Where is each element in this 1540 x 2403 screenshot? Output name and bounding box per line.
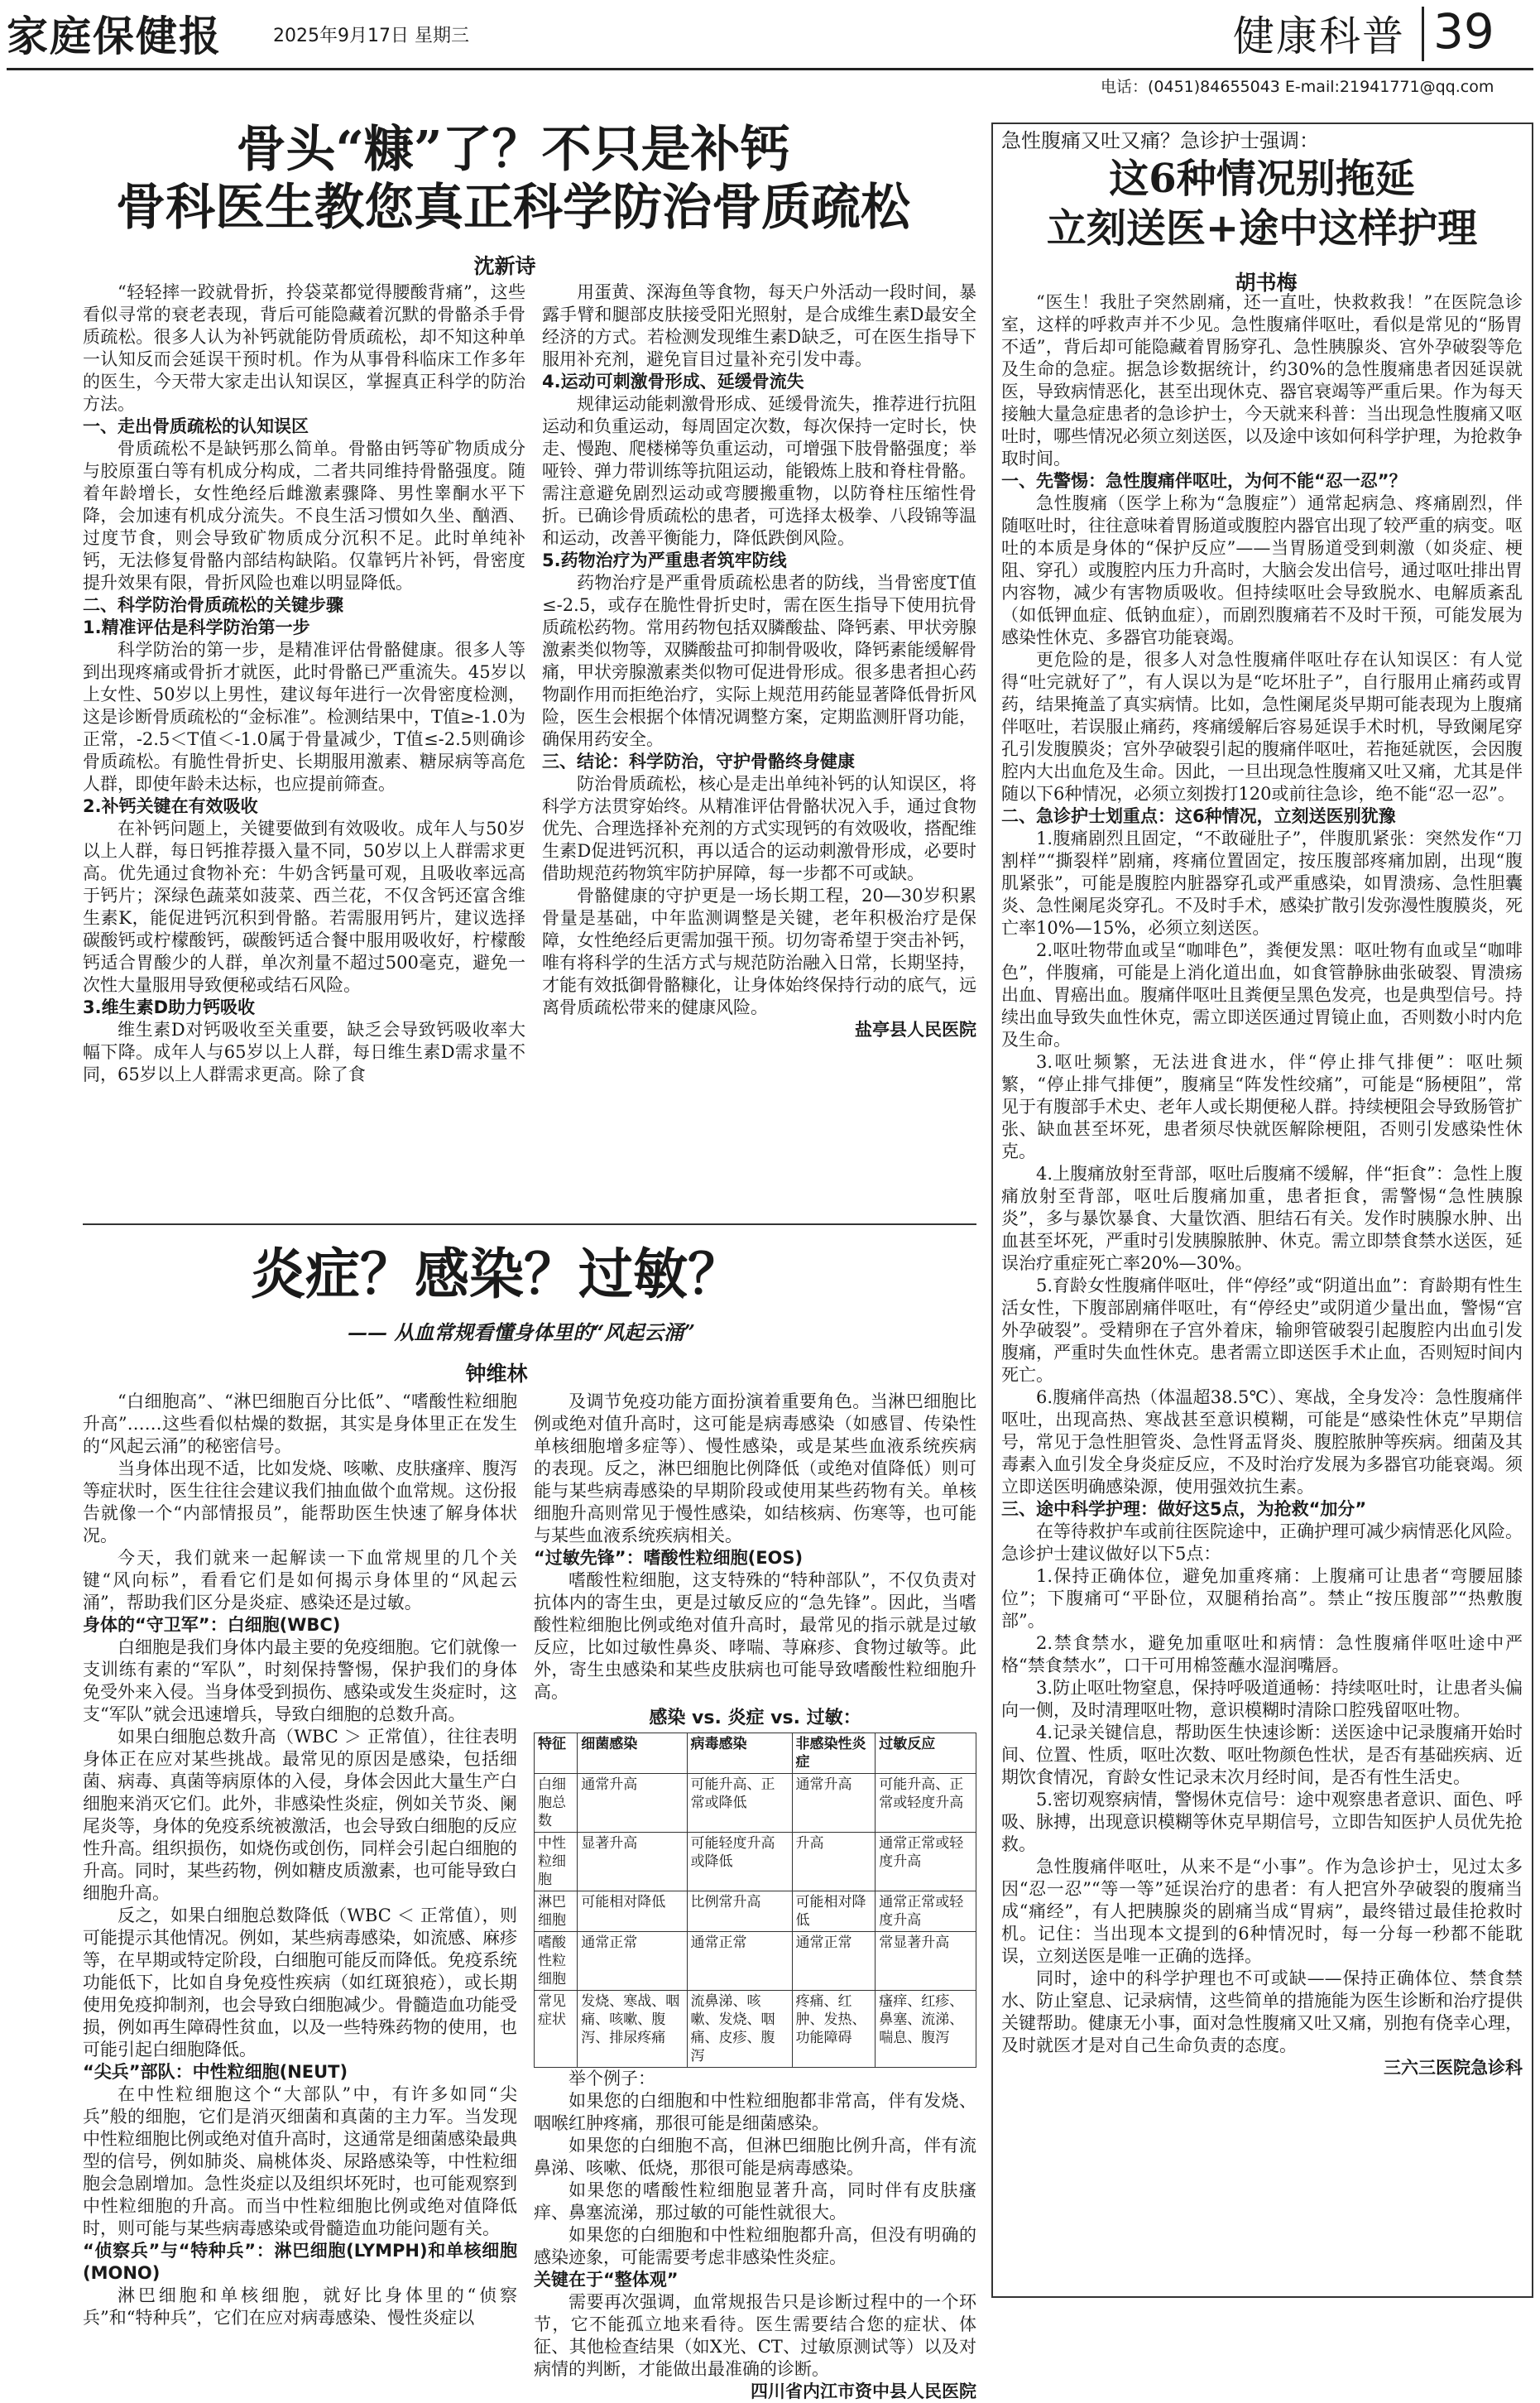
- contact-info: 电话：(0451)84655043 E-mail:21941771@qq.com: [1101, 78, 1494, 96]
- article3-author: 胡书梅: [1235, 271, 1298, 295]
- section-heading: 一、先警惕：急性腹痛伴呕吐，为何不能“忍一忍”？: [1001, 471, 1407, 491]
- paragraph: 维生素D对钙吸收至关重要，缺乏会导致钙吸收率大幅下降。成年人与65岁以上人群，每日维生素D需求量不同，65岁以上人群需求更高。除了食: [83, 1020, 525, 1084]
- article3-body: [1001, 291, 1523, 2295]
- paragraph: 白细胞是我们身体内最主要的免疫细胞。它们就像一支训练有素的“军队”，时刻保持警惕，保护我们的身体免受外来入侵。当身体受到损伤、感染或发生炎症时，这支“军队”就会迅速增兵，导致白细胞的总数升高。: [83, 1637, 517, 1724]
- table-cell: 嗜酸性粒细胞: [535, 1932, 578, 1991]
- section-heading: 1.精准评估是科学防治第一步: [83, 618, 310, 637]
- table-cell: 可能相对降低: [578, 1891, 687, 1932]
- paragraph: 需要再次强调，血常规报告只是诊断过程中的一个环节，它不能孤立地来看待。医生需要结合您的症状、体征、其他检查结果（如X光、CT、过敏原测试等）以及对病情的判断，才能做出最准确的诊断。: [534, 2292, 976, 2379]
- byline-institution: 盐亭县人民医院: [855, 1020, 976, 1040]
- table-row: [535, 1932, 976, 1991]
- paragraph: 及调节免疫功能方面扮演着重要角色。当淋巴细胞比例或绝对值升高时，这可能是病毒感染（如感冒、传染性单核细胞增多症等）、慢性感染，或是某些血液系统疾病的表现。反之，淋巴细胞比例降低（或绝对值降低）则可能与某些病毒感染的早期阶段或使用某些药物有关。单核细胞升高则常见于慢性感染，如结核病、伤寒等，也可能与某些血液系统疾病相关。: [534, 1391, 976, 1545]
- table-cell: 可能升高、正常或降低: [687, 1774, 792, 1833]
- section-heading: 3.维生素D助力钙吸收: [83, 997, 256, 1017]
- paragraph: “白细胞高”、“淋巴细胞百分比低”、“嗜酸性粒细胞升高”……这些看似枯燥的数据，其实是身体里正在发生的“风起云涌”的秘密信号。: [83, 1391, 517, 1456]
- section-heading: 三、结论：科学防治，守护骨骼终身健康: [542, 752, 855, 771]
- paragraph: 如果您的嗜酸性粒细胞显著升高，同时伴有皮肤瘙痒、鼻塞流涕，那过敏的可能性就很大。: [534, 2180, 976, 2223]
- paragraph: 骨骼健康的守护更是一场长期工程，20—30岁积累骨量是基础，中年监测调整是关键，老年积极治疗是保障，女性绝经后更需加强干预。切勿寄希望于突击补钙，唯有将科学的生活方式与规范防治融入日常，长期坚持，才能有效抵御骨骼糠化，让身体始终保持行动的底气，远离骨质疏松带来的健康风险。: [542, 886, 976, 1017]
- section-heading: 三、途中科学护理：做好这5点，为抢救“加分”: [1001, 1499, 1367, 1519]
- paragraph: 同时，途中的科学护理也不可或缺——保持正确体位、禁食禁水、防止窒息、记录病情，这些简单的措施能为医生诊断和治疗提供关键帮助。健康无小事，面对急性腹痛又吐又痛，别抱有侥幸心理，及时就医才是对自己生命负责的态度。: [1001, 1968, 1523, 2055]
- section-heading: “过敏先锋”：嗜酸性粒细胞(EOS): [534, 1548, 804, 1568]
- paragraph: 科学防治的第一步，是精准评估骨骼健康。很多人等到出现疼痛或骨折才就医，此时骨骼已严重流失。45岁以上女性、50岁以上男性，建议每年进行一次骨密度检测，这是诊断骨质疏松的“金标准”。检测结果中，T值≥-1.0为正常，-2.5＜T值＜-1.0属于骨量减少，T值≤-2.5则确诊骨质疏松。有脆性骨折史、长期服用激素、糖尿病等高危人群，即使年龄未达标，也应提前筛查。: [83, 640, 525, 794]
- paragraph: 反之，如果白细胞总数降低（WBC ＜ 正常值），则可能提示其他情况。例如，某些病毒感染，如流感、麻疹等，在早期或特定阶段，白细胞可能反而降低。免疫系统功能低下，比如自身免疫性疾病（如红斑狼疮），或长期使用免疫抑制剂，也会导致白细胞减少。骨髓造血功能受损，例如再生障碍性贫血，以及一些特殊药物的使用，也可能引起白细胞降低。: [83, 1906, 517, 2059]
- paragraph: 如果白细胞总数升高（WBC ＞ 正常值），往往表明身体正在应对某些挑战。最常见的原因是感染，包括细菌、病毒、真菌等病原体的入侵，身体会因此大量生产白细胞来消灭它们。此外，非感染性炎症，例如关节炎、阑尾炎等，身体的免疫系统被激活，也会导致白细胞的反应性升高。组织损伤，如烧伤或创伤，同样会引起白细胞的升高。同时，某些药物，例如糖皮质激素，也可能导致白细胞升高。: [83, 1727, 517, 1903]
- article2-column-2-top: [534, 1391, 976, 1704]
- paragraph: 骨质疏松不是缺钙那么简单。骨骼由钙等矿物质成分与胶原蛋白等有机成分构成，二者共同维持骨骼强度。随着年龄增长，女性绝经后雌激素骤降、男性睾酮水平下降，会加速有机成分流失。不良生活习惯如久坐、酗酒、过度节食，则会导致矿物质成分沉积不足。此时单纯补钙，无法修复骨骼内部结构缺陷。仅靠钙片补钙，骨密度提升效果有限，骨折风险也难以明显降低。: [83, 439, 525, 593]
- table-cell: 白细胞总数: [535, 1774, 578, 1833]
- article3-title-line1: 这6种情况别拖延: [1109, 156, 1415, 202]
- paragraph: 1.腹痛剧烈且固定，“不敢碰肚子”，伴腹肌紧张：突然发作“刀割样”“撕裂样”剧痛，疼痛位置固定，按压腹部疼痛加剧，出现“腹肌紧张”，可能是腹腔内脏器穿孔或严重感染，如胃溃疡、急性胆囊炎、急性阑尾炎穿孔。不及时手术，感染扩散引发弥漫性腹膜炎，死亡率10%—15%，必须立刻送医。: [1001, 829, 1523, 938]
- article-divider: [83, 1223, 976, 1225]
- table-cell: 可能轻度升高或降低: [687, 1833, 792, 1891]
- section-heading: 4.运动可刺激骨形成、延缓骨流失: [542, 372, 804, 392]
- article1-title-line1: 骨头“糠”了？不只是补钙: [236, 121, 790, 179]
- section-heading: 二、急诊护士划重点：这6种情况，立刻送医别犹豫: [1001, 806, 1396, 826]
- paragraph: 6.腹痛伴高热（体温超38.5℃）、寒战，全身发冷：急性腹痛伴呕吐，出现高热、寒战甚至意识模糊，可能是“感染性休克”早期信号，常见于急性胆管炎、急性肾盂肾炎、腹腔脓肿等疾病。细菌及其毒素入血引发全身炎症反应，不及时治疗发展为多器官功能衰竭。须立即送医明确感染源，使用强效抗生素。: [1001, 1387, 1523, 1497]
- article3-kicker: 急性腹痛又吐又痛？急诊护士强调：: [1001, 129, 1319, 152]
- paragraph: 今天，我们就来一起解读一下血常规里的几个关键“风向标”，看看它们是如何揭示身体里的“风起云涌”，帮助我们区分是炎症、感染还是过敏。: [83, 1548, 517, 1612]
- paragraph: 2.禁食禁水，避免加重呕吐和病情：急性腹痛伴呕吐途中严格“禁食禁水”，口干可用棉签蘸水湿润嘴唇。: [1001, 1633, 1523, 1675]
- paragraph: 如果您的白细胞和中性粒细胞都非常高，伴有发烧、咽喉红肿疼痛，那很可能是细菌感染。: [534, 2091, 976, 2133]
- paragraph: 当身体出现不适，比如发烧、咳嗽、皮肤瘙痒、腹泻等症状时，医生往往会建议我们抽血做个血常规。这份报告就像一个“内部情报员”，能帮助医生快速了解身体状况。: [83, 1459, 517, 1545]
- paragraph: 3.防止呕吐物窒息，保持呼吸道通畅：持续呕吐时，让患者头偏向一侧，及时清理呕吐物，意识模糊时清除口腔残留呕吐物。: [1001, 1678, 1523, 1720]
- table-cell: 常显著升高: [876, 1932, 976, 1991]
- byline-institution: 三六三医院急诊科: [1384, 2058, 1523, 2078]
- table-cell: 中性粒细胞: [535, 1833, 578, 1891]
- table-header-cell: 细菌感染: [578, 1733, 687, 1774]
- article2-column-2-bottom: [534, 2068, 976, 2403]
- paragraph: 在补钙问题上，关键要做到有效吸收。成年人与50岁以上人群，每日钙推荐摄入量不同，50岁以上人群需求更高。优先通过食物补充：牛奶含钙量可观，且吸收率远高于钙片；深绿色蔬菜如菠菜、西兰花，不仅含钙还富含维生素K，能促进钙沉积到骨骼。若需服用钙片，建议选择碳酸钙或柠檬酸钙，碳酸钙适合餐中服用吸收好，柠檬酸钙适合胃酸少的人群，单次剂量不超过500毫克，避免一次性大量服用导致便秘或结石风险。: [83, 819, 525, 995]
- byline-institution: 四川省内江市资中县人民医院: [751, 2381, 976, 2401]
- section-heading: 一、走出骨质疏松的认知误区: [83, 416, 309, 436]
- section-heading: 身体的“守卫军”：白细胞(WBC): [83, 1615, 341, 1635]
- header-divider: [1422, 7, 1424, 61]
- article2-column-2: [534, 1391, 976, 2401]
- table-cell: 淋巴细胞: [535, 1891, 578, 1932]
- paragraph: 规律运动能刺激骨形成、延缓骨流失，推荐进行抗阻运动和负重运动，每周固定次数，每次保持一定时长，快走、慢跑、爬楼梯等负重运动，可增强下肢骨骼强度；举哑铃、弹力带训练等抗阻运动，能锻炼上肢和脊柱骨骼。需注意避免剧烈运动或弯腰搬重物，以防脊柱压缩性骨折。已确诊骨质疏松的患者，可选择太极拳、八段锦等温和运动，改善平衡能力，降低跌倒风险。: [542, 394, 976, 548]
- table-row: [535, 1774, 976, 1833]
- paragraph: 举个例子：: [569, 2069, 655, 2088]
- table-cell: 显著升高: [578, 1833, 687, 1891]
- paragraph: 5.密切观察病情，警惕休克信号：途中观察患者意识、面色、呼吸、脉搏，出现意识模糊等休克早期信号，立即告知医护人员优先抢救。: [1001, 1790, 1523, 1854]
- article2-title: 炎症？感染？过敏？: [251, 1242, 742, 1306]
- paragraph: 急性腹痛伴呕吐，从来不是“小事”。作为急诊护士，见过太多因“忍一忍”“等一等”延误治疗的患者：有人把宫外孕破裂的腹痛当成“痛经”，有人把胰腺炎的剧痛当成“胃病”，最终错过最佳抢救时机。记住：当出现本文提到的6种情况时，每一分每一秒都不能耽误，立刻送医是唯一正确的选择。: [1001, 1857, 1523, 1966]
- paragraph: 淋巴细胞和单核细胞，就好比身体里的“侦察兵”和“特种兵”，它们在应对病毒感染、慢性炎症以: [83, 2285, 517, 2328]
- paragraph: 在等待救护车或前往医院途中，正确护理可减少病情恶化风险。急诊护士建议做好以下5点：: [1001, 1521, 1523, 1564]
- article1-author: 沈新诗: [473, 254, 536, 278]
- paragraph: 如果您的白细胞不高，但淋巴细胞比例升高，伴有流鼻涕、咳嗽、低烧，那很可能是病毒感染。: [534, 2136, 976, 2178]
- table-cell: 比例常升高: [687, 1891, 792, 1932]
- article1-title-line2: 骨科医生教您真正科学防治骨质疏松: [116, 179, 910, 237]
- paragraph: 防治骨质疏松，核心是走出单纯补钙的认知误区，将科学方法贯穿始终。从精准评估骨骼状况入手，通过食物优先、合理选择补充剂的方式实现钙的有效吸收，搭配维生素D促进钙沉积，再以适合的运动刺激骨形成，必要时借助规范药物筑牢防护屏障，每一步都不可或缺。: [542, 774, 976, 883]
- section-heading: 二、科学防治骨质疏松的关键步骤: [83, 595, 343, 615]
- table-cell: 通常正常: [687, 1932, 792, 1991]
- paragraph: “医生！我肚子突然剧痛，还一直吐，快救救我！”在医院急诊室，这样的呼救声并不少见。急性腹痛伴呕吐，看似是常见的“肠胃不适”，背后却可能隐藏着胃肠穿孔、急性胰腺炎、宫外孕破裂等危及生命的急症。据急诊数据统计，约30%的急性腹痛患者因延误就医，导致病情恶化，甚至出现休克、器官衰竭等严重后果。作为每天接触大量急症患者的急诊护士，今天就来科普：当出现急性腹痛又呕吐时，哪些情况必须立刻送医，以及途中该如何科学护理，为抢救争取时间。: [1001, 292, 1523, 469]
- table-cell: 通常正常: [792, 1932, 876, 1991]
- section-heading: 关键在于“整体观”: [534, 2270, 679, 2290]
- comparison-table-title: 感染 vs. 炎症 vs. 过敏：: [649, 1708, 861, 1728]
- paragraph: 1.保持正确体位，避免加重疼痛：上腹痛可让患者“弯腰屈膝位”；下腹痛可“平卧位，双腿稍抬高”。禁止“按压腹部”“热敷腹部”。: [1001, 1566, 1523, 1631]
- article3-title-line2: 立刻送医+途中这样护理: [1046, 205, 1478, 252]
- header-rule: [7, 68, 1533, 70]
- page-number: 39: [1433, 3, 1494, 60]
- paragraph: 更危险的是，很多人对急性腹痛伴呕吐存在认知误区：有人觉得“吐完就好了”，有人误以为是“吃坏肚子”，自行服用止痛药或胃药，结果掩盖了真实病情。比如，急性阑尾炎早期可能表现为上腹痛伴呕吐，若误服止痛药，疼痛缓解后容易延误手术时机，导致阑尾穿孔引发腹膜炎；宫外孕破裂引起的腹痛伴呕吐，若拖延就医，会因腹腔内大出血危及生命。因此，一旦出现急性腹痛又吐又痛，尤其是伴随以下6种情况，必须立刻拨打120或前往急诊，绝不能“忍一忍”。: [1001, 650, 1523, 804]
- table-cell: 瘙痒、红疹、鼻塞、流涕、喘息、腹泻: [876, 1991, 976, 2068]
- paragraph: 在中性粒细胞这个“大部队”中，有许多如同“尖兵”般的细胞，它们是消灭细菌和真菌的主力军。当发现中性粒细胞比例或绝对值升高时，这通常是细菌感染最典型的信号，例如肺炎、扁桃体炎、尿路感染等，中性粒细胞会急剧增加。急性炎症以及组织坏死时，也可能观察到中性粒细胞的升高。而当中性粒细胞比例或绝对值降低时，则可能与某些病毒感染或骨髓造血功能问题有关。: [83, 2084, 517, 2238]
- table-header-cell: 特征: [535, 1733, 578, 1774]
- article2-subtitle: —— 从血常规看懂身体里的“风起云涌”: [348, 1320, 695, 1344]
- table-row: [535, 1891, 976, 1932]
- table-row: [535, 1833, 976, 1891]
- section-heading: “尖兵”部队：中性粒细胞(NEUT): [83, 2062, 348, 2082]
- paragraph: 4.记录关键信息，帮助医生快速诊断：送医途中记录腹痛开始时间、位置、性质，呕吐次数、呕吐物颜色性状，是否有基础疾病、近期饮食情况，育龄女性记录末次月经时间，是否有性生活史。: [1001, 1723, 1523, 1787]
- section-heading: 2.补钙关键在有效吸收: [83, 796, 258, 816]
- section-heading: 5.药物治疗为严重患者筑牢防线: [542, 550, 787, 570]
- paragraph: 药物治疗是严重骨质疏松患者的防线，当骨密度T值≤-2.5，或存在脆性骨折史时，需在医生指导下使用抗骨质疏松药物。常用药物包括双膦酸盐、降钙素、甲状旁腺激素类似物等，双膦酸盐可抑制骨吸收，降钙素能缓解骨痛，甲状旁腺激素类似物可促进骨形成。很多患者担心药物副作用而拒绝治疗，实际上规范用药能显著降低骨折风险，医生会根据个体情况调整方案，定期监测肝肾功能，确保用药安全。: [542, 573, 976, 749]
- article2-column-1: [83, 1391, 517, 2328]
- table-cell: 通常正常: [578, 1932, 687, 1991]
- table-cell: 升高: [792, 1833, 876, 1891]
- table-cell: 可能升高、正常或轻度升高: [876, 1774, 976, 1833]
- article1-column-2: [542, 281, 976, 1217]
- table-header-cell: 非感染性炎症: [792, 1733, 876, 1774]
- comparison-table: [534, 1733, 976, 2068]
- table-header-cell: 病毒感染: [687, 1733, 792, 1774]
- table-cell: 常见症状: [535, 1991, 578, 2068]
- paragraph: 4.上腹痛放射至背部，呕吐后腹痛不缓解，伴“拒食”：急性上腹痛放射至背部，呕吐后腹痛加重，患者拒食，需警惕“急性胰腺炎”，多与暴饮暴食、大量饮酒、胆结石有关。发作时胰腺水肿、出血甚至坏死，严重时引发胰腺脓肿、休克。需立即禁食禁水送医，延误治疗重症死亡率20%—30%。: [1001, 1164, 1523, 1273]
- paragraph: 急性腹痛（医学上称为“急腹症”）通常起病急、疼痛剧烈，伴随呕吐时，往往意味着胃肠道或腹腔内器官出现了较严重的病变。呕吐的本质是身体的“保护反应”——当胃肠道受到刺激（如炎症、梗阻、穿孔）或腹腔内压力升高时，大脑会发出信号，通过呕吐排出胃内容物，减少有害物质吸收。但持续呕吐会导致脱水、电解质紊乱（如低钾血症、低钠血症），而剧烈腹痛若不及时干预，可能发展为感染性休克、多器官功能衰竭。: [1001, 493, 1523, 647]
- paragraph: 3.呕吐频繁，无法进食进水，伴“停止排气排便”：呕吐频繁，“停止排气排便”，腹痛呈“阵发性绞痛”，可能是“肠梗阻”，常见于有腹部手术史、老年人或长期便秘人群。持续梗阻会导致肠管扩张、缺血甚至坏死，患者须尽快就医解除梗阻，否则引发感染性休克。: [1001, 1052, 1523, 1161]
- table-cell: 通常升高: [792, 1774, 876, 1833]
- table-cell: 发烧、寒战、咽痛、咳嗽、腹泻、排尿疼痛: [578, 1991, 687, 2068]
- table-header-cell: 过敏反应: [876, 1733, 976, 1774]
- article2-author: 钟维林: [465, 1362, 528, 1386]
- section-title: 健康科普: [1233, 12, 1405, 60]
- table-cell: 通常正常或轻度升高: [876, 1891, 976, 1932]
- newspaper-name: 家庭保健报: [7, 12, 222, 60]
- paragraph: 5.育龄女性腹痛伴呕吐，伴“停经”或“阴道出血”：育龄期有性生活女性，下腹部剧痛伴呕吐，有“停经史”或阴道少量出血，警惕“宫外孕破裂”。受精卵在子宫外着床，输卵管破裂引起腹腔内出血引发腹痛，严重时失血性休克。患者需立即送医手术止血，否则短时间内死亡。: [1001, 1276, 1523, 1385]
- table-cell: 流鼻涕、咳嗽、发烧、咽痛、皮疹、腹泻: [687, 1991, 792, 2068]
- paragraph: “轻轻摔一跤就骨折，拎袋菜都觉得腰酸背痛”，这些看似寻常的衰老表现，背后可能隐藏着沉默的骨骼杀手骨质疏松。很多人认为补钙就能防骨质疏松，却不知这种单一认知反而会延误干预时机。作为从事骨科临床工作多年的医生，今天带大家走出认知误区，掌握真正科学的防治方法。: [83, 282, 525, 414]
- paragraph: 如果您的白细胞和中性粒细胞都升高，但没有明确的感染迹象，可能需要考虑非感染性炎症。: [534, 2225, 976, 2267]
- table-cell: 疼痛、红肿、发热、功能障碍: [792, 1991, 876, 2068]
- paragraph: 用蛋黄、深海鱼等食物，每天户外活动一段时间，暴露手臂和腿部皮肤接受阳光照射，是合成维生素D最安全经济的方式。若检测发现维生素D缺乏，可在医生指导下服用补充剂，避免盲目过量补充引发中毒。: [542, 282, 976, 369]
- paragraph: 2.呕吐物带血或呈“咖啡色”，粪便发黑：呕吐物有血或呈“咖啡色”，伴腹痛，可能是上消化道出血，如食管静脉曲张破裂、胃溃疡出血、胃癌出血。腹痛伴呕吐且粪便呈黑色发亮，也是典型信号。持续出血导致失血性休克，需立即送医通过胃镜止血，否则数小时内危及生命。: [1001, 940, 1523, 1050]
- paragraph: 嗜酸性粒细胞，这支特殊的“特种部队”，不仅负责对抗体内的寄生虫，更是过敏反应的“急先锋”。因此，当嗜酸性粒细胞比例或绝对值升高时，最常见的指示就是过敏反应，比如过敏性鼻炎、哮喘、荨麻疹、食物过敏等。此外，寄生虫感染和某些皮肤病也可能导致嗜酸性粒细胞升高。: [534, 1570, 976, 1702]
- table-cell: 通常升高: [578, 1774, 687, 1833]
- section-heading: “侦察兵”与“特种兵”：淋巴细胞(LYMPH)和单核细胞(MONO): [83, 2241, 517, 2283]
- table-cell: 可能相对降低: [792, 1891, 876, 1932]
- table-row: [535, 1991, 976, 2068]
- article1-column-1: [83, 281, 525, 1217]
- issue-date: 2025年9月17日 星期三: [273, 26, 469, 46]
- table-cell: 通常正常或轻度升高: [876, 1833, 976, 1891]
